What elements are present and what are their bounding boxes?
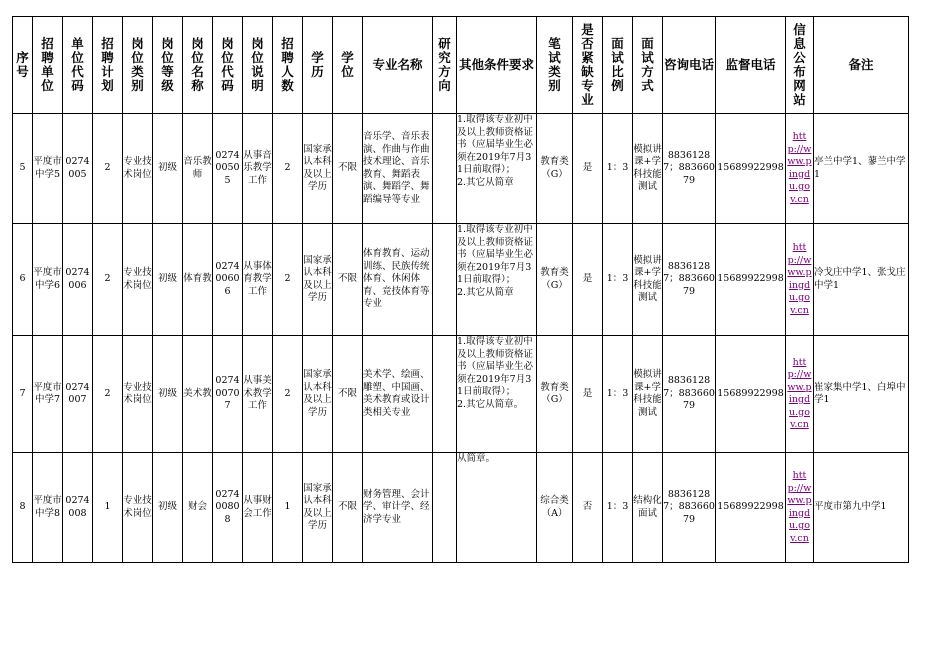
cell-edu: 国家承认本科及以上学历 — [303, 336, 333, 453]
cell-research — [433, 224, 457, 336]
cell-desc: 从事音乐教学工作 — [243, 114, 273, 224]
cell-other: 1.取得该专业初中及以上教师资格证书（应届毕业生必须在2019年7月31日前取得）； 2.其它从简章 — [457, 224, 537, 336]
cell-category: 专业技术岗位 — [123, 224, 153, 336]
cell-degree: 不限 — [333, 114, 363, 224]
cell-major: 财务管理、会计学、审计学、经济学专业 — [363, 453, 433, 563]
cell-unit: 平度市中学6 — [33, 224, 63, 336]
website-link[interactable]: http://www.pingdu.gov.cn — [787, 131, 812, 205]
cell-edu: 国家承认本科及以上学历 — [303, 453, 333, 563]
header-cell: 面 试 方 式 — [633, 17, 663, 114]
cell-seq: 5 — [13, 114, 33, 224]
cell-research — [433, 453, 457, 563]
cell-unit-code: 0274007 — [63, 336, 93, 453]
cell-ratio: 1：3 — [603, 336, 633, 453]
header-cell: 专业名称 — [363, 17, 433, 114]
cell-unit-code: 0274005 — [63, 114, 93, 224]
header-cell: 招 聘 单 位 — [33, 17, 63, 114]
cell-category: 专业技术岗位 — [123, 453, 153, 563]
cell-post-code: 027400606 — [213, 224, 243, 336]
cell-method: 模拟讲课+学科技能测试 — [633, 224, 663, 336]
cell-phone: 88361287；88366079 — [663, 453, 716, 563]
cell-note: 崔家集中学1、白埠中学1 — [814, 336, 909, 453]
cell-unit: 平度市中学5 — [33, 114, 63, 224]
cell-urgent: 是 — [573, 336, 603, 453]
header-cell: 备注 — [814, 17, 909, 114]
table-row — [13, 224, 909, 336]
header-cell: 单 位 代 码 — [63, 17, 93, 114]
cell-desc: 从事美术教学工作 — [243, 336, 273, 453]
cell-degree: 不限 — [333, 336, 363, 453]
table-row — [13, 114, 909, 224]
cell-research — [433, 114, 457, 224]
cell-note: 冷戈庄中学1、张戈庄中学1 — [814, 224, 909, 336]
header-cell: 岗 位 说 明 — [243, 17, 273, 114]
cell-exam: 教育类（G） — [537, 114, 573, 224]
cell-count: 2 — [273, 224, 303, 336]
cell-category: 专业技术岗位 — [123, 114, 153, 224]
cell-level: 初级 — [153, 453, 183, 563]
cell-method: 模拟讲课+学科技能测试 — [633, 336, 663, 453]
cell-exam: 综合类（A） — [537, 453, 573, 563]
cell-ratio: 1：3 — [603, 114, 633, 224]
cell-category: 专业技术岗位 — [123, 336, 153, 453]
cell-seq: 8 — [13, 453, 33, 563]
cell-degree: 不限 — [333, 453, 363, 563]
cell-seq: 6 — [13, 224, 33, 336]
cell-other: 从简章。 — [457, 453, 537, 563]
header-cell: 招 聘 计 划 — [93, 17, 123, 114]
header-cell: 其他条件要求 — [457, 17, 537, 114]
cell-other: 1.取得该专业初中及以上教师资格证书（应届毕业生必须在2019年7月31日前取得）； 2.其它从简章。 — [457, 336, 537, 453]
cell-edu: 国家承认本科及以上学历 — [303, 114, 333, 224]
cell-unit-code: 0274006 — [63, 224, 93, 336]
cell-phone: 88361287；88366079 — [663, 224, 716, 336]
header-cell: 岗 位 名 称 — [183, 17, 213, 114]
cell-major: 体育教育、运动训练、民族传统体育、休闲体育、竞技体育等专业 — [363, 224, 433, 336]
cell-level: 初级 — [153, 336, 183, 453]
header-cell: 学 位 — [333, 17, 363, 114]
cell-edu: 国家承认本科及以上学历 — [303, 224, 333, 336]
cell-method: 模拟讲课+学科技能测试 — [633, 114, 663, 224]
cell-desc: 从事财会工作 — [243, 453, 273, 563]
cell-other: 1.取得该专业初中及以上教师资格证书（应届毕业生必须在2019年7月31日前取得）； 2.其它从简章 — [457, 114, 537, 224]
cell-sup-phone: 15689922998 — [716, 114, 786, 224]
header-cell: 信 息 公 布 网 站 — [786, 17, 814, 114]
cell-count: 1 — [273, 453, 303, 563]
recruitment-table — [12, 16, 909, 563]
cell-unit-code: 0274008 — [63, 453, 93, 563]
cell-phone: 88361287；88366079 — [663, 114, 716, 224]
header-cell: 岗 位 类 别 — [123, 17, 153, 114]
table-row — [13, 453, 909, 563]
cell-plan: 2 — [93, 114, 123, 224]
cell-exam: 教育类（G） — [537, 336, 573, 453]
table-row — [13, 336, 909, 453]
cell-method: 结构化面试 — [633, 453, 663, 563]
cell-count: 2 — [273, 336, 303, 453]
header-cell: 学 历 — [303, 17, 333, 114]
cell-ratio: 1：3 — [603, 224, 633, 336]
cell-urgent: 是 — [573, 224, 603, 336]
header-cell: 研 究 方 向 — [433, 17, 457, 114]
header-cell: 岗 位 等 级 — [153, 17, 183, 114]
website-link[interactable]: http://www.pingdu.gov.cn — [787, 242, 812, 316]
cell-plan: 2 — [93, 224, 123, 336]
website-link[interactable]: http://www.pingdu.gov.cn — [787, 356, 812, 430]
header-row — [13, 17, 909, 114]
header-cell: 监督电话 — [716, 17, 786, 114]
header-cell: 面 试 比 例 — [603, 17, 633, 114]
header-cell: 咨询电话 — [663, 17, 716, 114]
cell-urgent: 否 — [573, 453, 603, 563]
header-cell: 岗 位 代 码 — [213, 17, 243, 114]
cell-note: 平度市第九中学1 — [814, 453, 909, 563]
cell-site — [786, 114, 814, 224]
cell-sup-phone: 15689922998 — [716, 224, 786, 336]
cell-sup-phone: 15689922998 — [716, 336, 786, 453]
cell-seq: 7 — [13, 336, 33, 453]
cell-desc: 从事体育教学工作 — [243, 224, 273, 336]
cell-unit: 平度市中学8 — [33, 453, 63, 563]
cell-unit: 平度市中学7 — [33, 336, 63, 453]
cell-major: 美术学、绘画、雕塑、中国画、美术教育或设计类相关专业 — [363, 336, 433, 453]
cell-ratio: 1：3 — [603, 453, 633, 563]
website-link[interactable]: http://www.pingdu.gov.cn — [787, 470, 812, 544]
cell-post: 音乐教师 — [183, 114, 213, 224]
cell-site — [786, 224, 814, 336]
cell-post-code: 027400808 — [213, 453, 243, 563]
cell-phone: 88361287；88366079 — [663, 336, 716, 453]
cell-plan: 1 — [93, 453, 123, 563]
cell-post: 美术教 — [183, 336, 213, 453]
cell-plan: 2 — [93, 336, 123, 453]
header-cell: 招 聘 人 数 — [273, 17, 303, 114]
cell-exam: 教育类（G） — [537, 224, 573, 336]
cell-research — [433, 336, 457, 453]
cell-post: 财会 — [183, 453, 213, 563]
cell-post-code: 027400505 — [213, 114, 243, 224]
cell-sup-phone: 15689922998 — [716, 453, 786, 563]
cell-count: 2 — [273, 114, 303, 224]
cell-site — [786, 336, 814, 453]
header-cell: 笔 试 类 别 — [537, 17, 573, 114]
cell-level: 初级 — [153, 114, 183, 224]
cell-degree: 不限 — [333, 224, 363, 336]
cell-urgent: 是 — [573, 114, 603, 224]
cell-site — [786, 453, 814, 563]
header-cell: 是 否 紧 缺 专 业 — [573, 17, 603, 114]
header-cell: 序 号 — [13, 17, 33, 114]
cell-post-code: 027400707 — [213, 336, 243, 453]
cell-note: 亭兰中学1、蓼兰中学1 — [814, 114, 909, 224]
cell-level: 初级 — [153, 224, 183, 336]
cell-major: 音乐学、音乐表演、作曲与作曲技术理论、音乐教育、舞蹈表演、舞蹈学、舞蹈编导等专业 — [363, 114, 433, 224]
cell-post: 体育教 — [183, 224, 213, 336]
